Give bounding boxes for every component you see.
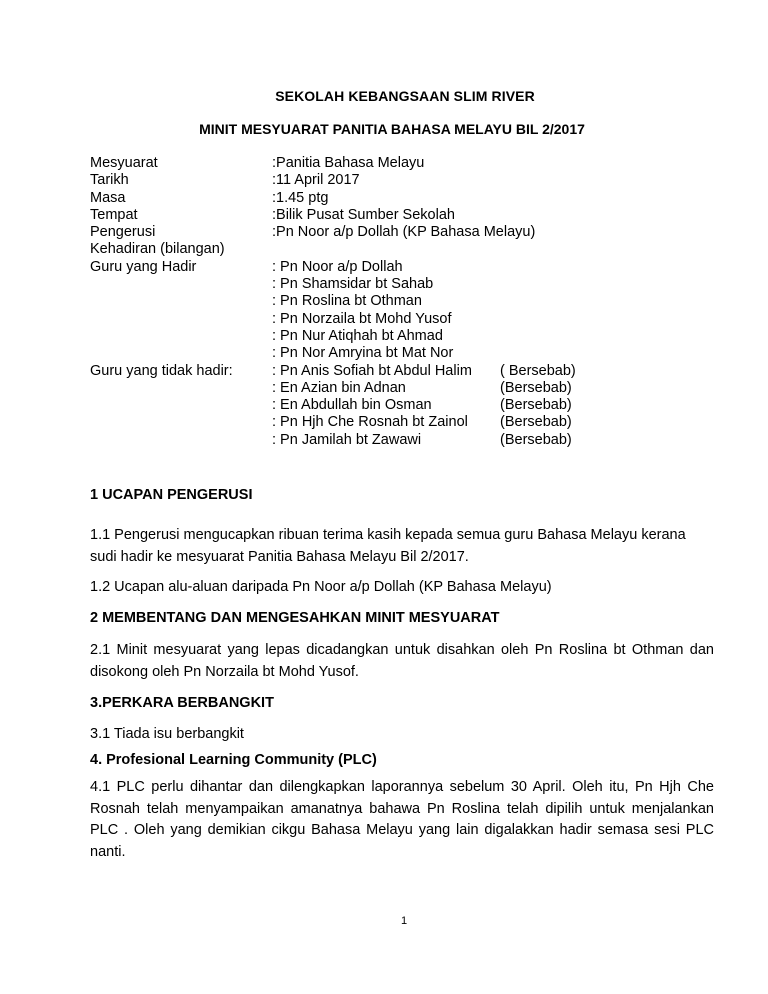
detail-value: :1.45 ptg xyxy=(272,189,329,206)
section-4-heading: 4. Profesional Learning Community (PLC) xyxy=(90,752,377,768)
section-1-heading: 1 UCAPAN PENGERUSI xyxy=(90,487,253,503)
section-1-2-text: 1.2 Ucapan alu-aluan daripada Pn Noor a/p Dollah (KP Bahasa Melayu) xyxy=(90,579,552,595)
absent-reason: (Bersebab) xyxy=(500,379,572,396)
section-1-1-text: 1.1 Pengerusi mengucapkan ribuan terima kasih kepada semua guru Bahasa Melayu kerana sudi hadir ke mesyuarat Panitia Bahasa Melayu Bil 2/2017. xyxy=(90,527,686,565)
absent-reason: ( Bersebab) xyxy=(500,362,576,379)
detail-value: :Pn Noor a/p Dollah (KP Bahasa Melayu) xyxy=(272,224,536,241)
section-4-1-text: 4.1 PLC perlu dihantar dan dilengkapkan laporannya sebelum 30 April. Oleh itu, Pn Hjh Che Rosnah telah menyampaikan amanatnya bahawa Pn Roslina telah dipilih untuk menjalankan PLC . Oleh yang demikian cikgu Bahasa Melayu yang lain digalakkan hadir semasa sesi PLC nanti. xyxy=(90,779,714,860)
detail-label: Pengerusi xyxy=(90,224,156,241)
present-name: : Pn Noor a/p Dollah xyxy=(272,258,403,275)
section-3-heading: 3.PERKARA BERBANGKIT xyxy=(90,695,274,711)
absent-name: : En Azian bin Adnan xyxy=(272,379,406,396)
page-number: 1 xyxy=(400,915,408,927)
detail-label: Tarikh xyxy=(90,172,129,189)
school-name: SEKOLAH KEBANGSAAN SLIM RIVER xyxy=(275,88,535,104)
absent-label: Guru yang tidak hadir: xyxy=(90,362,233,379)
absent-reason: (Bersebab) xyxy=(500,431,572,448)
detail-label: Tempat xyxy=(90,206,138,223)
detail-label: Kehadiran (bilangan) xyxy=(90,241,225,258)
absent-reason: (Bersebab) xyxy=(500,397,572,414)
present-name: : Pn Shamsidar bt Sahab xyxy=(272,276,434,293)
minutes-title: MINIT MESYUARAT PANITIA BAHASA MELAYU BIL 2/2017 xyxy=(199,121,585,137)
detail-label: Masa xyxy=(90,189,126,206)
present-name: : Pn Norzaila bt Mohd Yusof xyxy=(272,310,452,327)
present-name: : Pn Roslina bt Othman xyxy=(272,293,422,310)
detail-value: :Bilik Pusat Sumber Sekolah xyxy=(272,206,455,223)
section-2-heading: 2 MEMBENTANG DAN MENGESAHKAN MINIT MESYUARAT xyxy=(90,610,500,626)
absent-reason: (Bersebab) xyxy=(500,414,572,431)
detail-label: Mesyuarat xyxy=(90,155,158,171)
section-2-1-text: 2.1 Minit mesyuarat yang lepas dicadangkan untuk disahkan oleh Pn Roslina bt Othman dan disokong oleh Pn Norzaila bt Mohd Yusof. xyxy=(90,642,714,680)
absent-name: : Pn Hjh Che Rosnah bt Zainol xyxy=(272,414,468,431)
section-3-1-text: 3.1 Tiada isu berbangkit xyxy=(90,726,244,742)
absent-name: : En Abdullah bin Osman xyxy=(272,397,432,414)
absent-name: : Pn Jamilah bt Zawawi xyxy=(272,431,422,448)
absent-name: : Pn Anis Sofiah bt Abdul Halim xyxy=(272,362,472,379)
present-name: : Pn Nur Atiqhah bt Ahmad xyxy=(272,327,443,344)
detail-value: :Panitia Bahasa Melayu xyxy=(272,155,425,171)
present-name: : Pn Nor Amryina bt Mat Nor xyxy=(272,345,454,362)
detail-value: :11 April 2017 xyxy=(272,172,360,189)
present-label: Guru yang Hadir xyxy=(90,258,197,275)
